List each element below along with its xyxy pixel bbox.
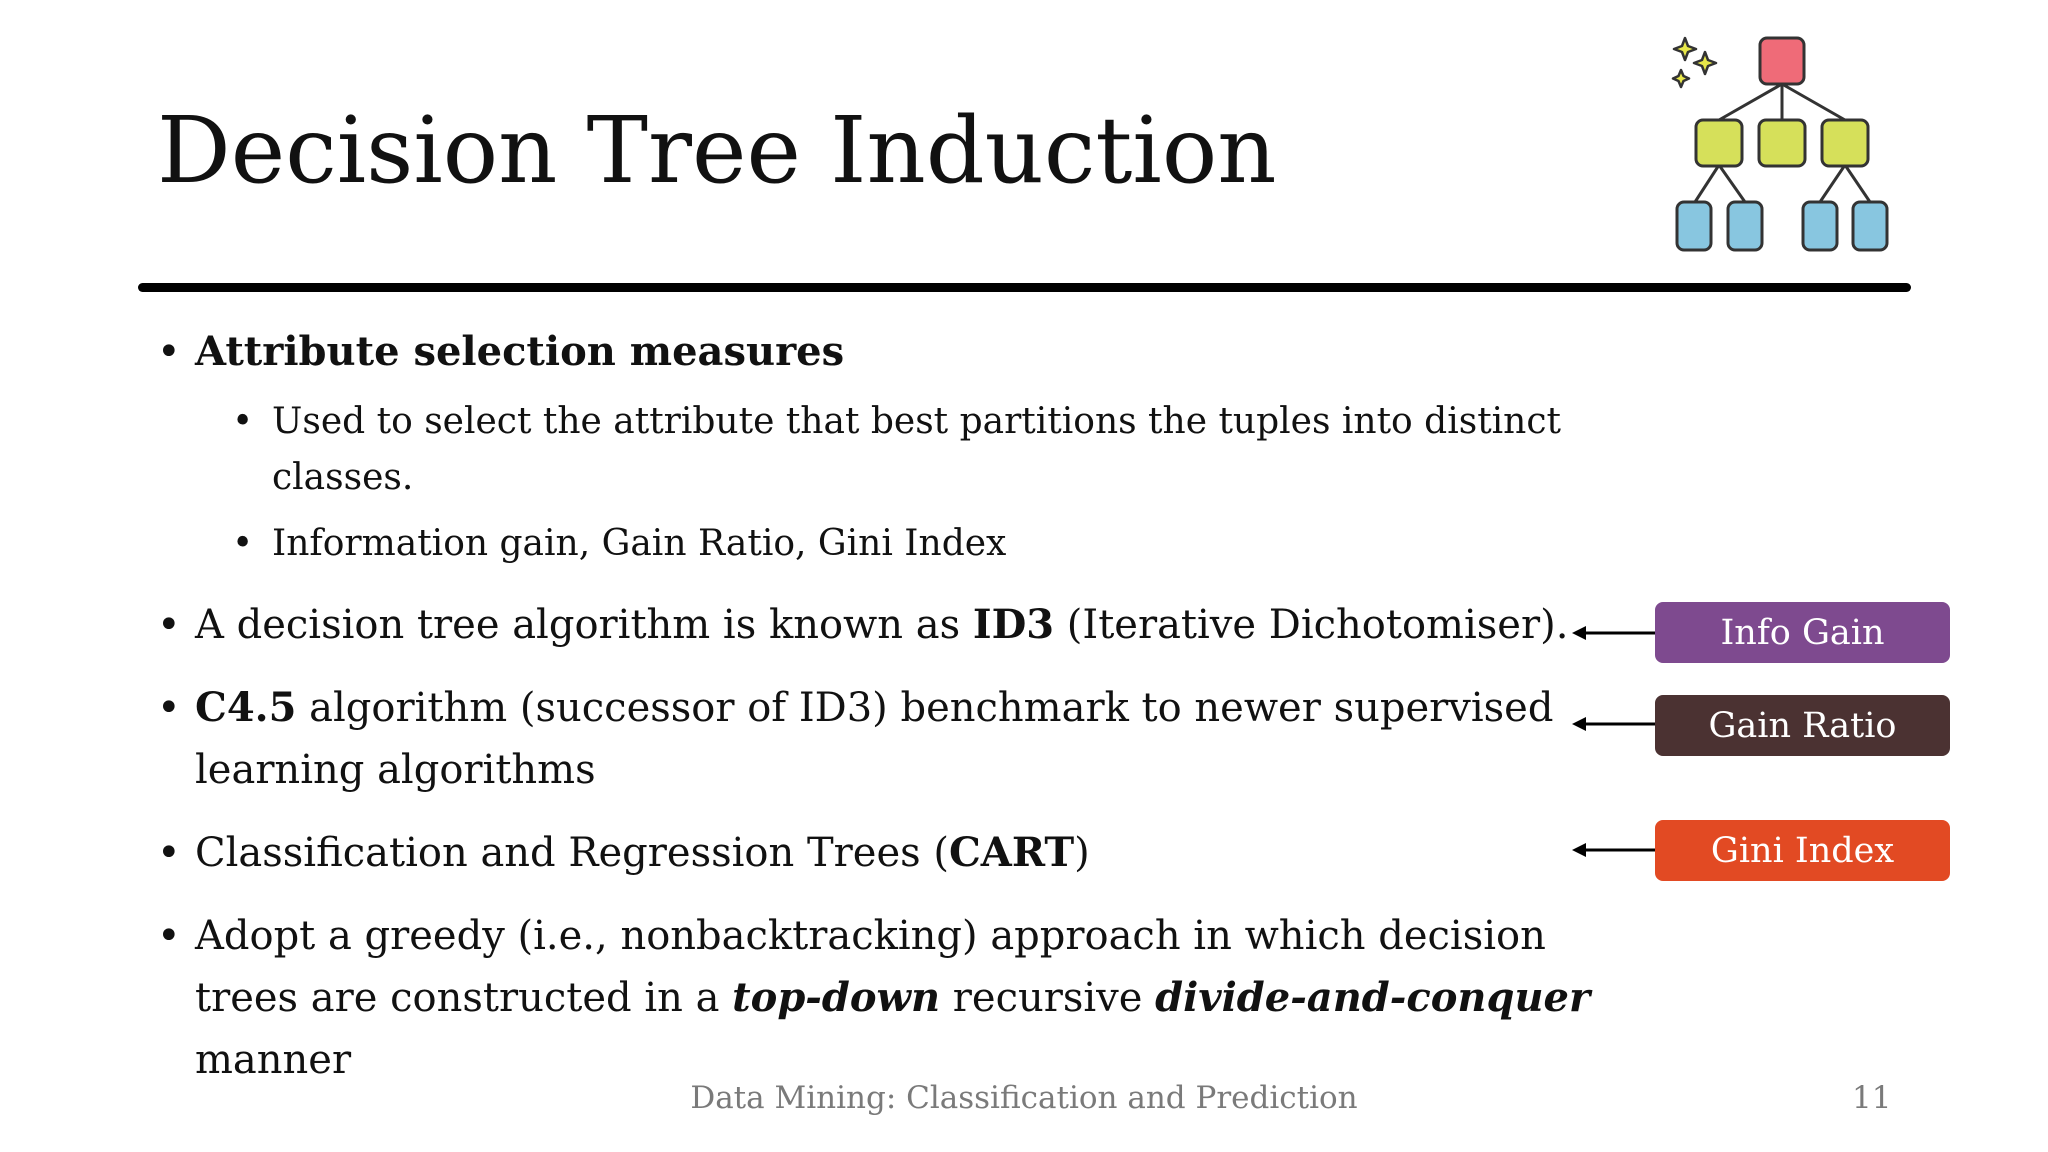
sub-bullet-text: Information gain, Gain Ratio, Gini Index: [272, 523, 1007, 564]
text-segment: recursive: [940, 975, 1156, 1021]
tag-info-gain: Info Gain: [1655, 602, 1950, 663]
footer-text: Data Mining: Classification and Prediction: [690, 1080, 1358, 1116]
emphasis-id3: ID3: [972, 601, 1055, 648]
emphasis-divide-and-conquer: divide-and-conquer: [1155, 974, 1591, 1021]
sub-bullet-text: Used to select the attribute that best partitions the tuples into distinct classes.: [272, 401, 1561, 498]
emphasis-top-down: top-down: [732, 974, 941, 1021]
text-segment: (Iterative Dichotomiser).: [1054, 602, 1569, 648]
emphasis-c45: C4.5: [195, 684, 297, 731]
slide: Decision Tree Induction • Attribute selection measures • Used to select the attribute that best partitions the tuples into distinct classes. • Information gain, Gain Ratio, Gini Index • A decision tree algorithm is known as ID3 (Iterative Dichotomiser). • C4.5 algorithm (successor of ID3) benchmark to newer supervised learning algorithms • Classification and Regression Trees (CART) • Adopt a greedy (i.e., nonbacktracking) approach in which decision trees are constructed in a top-down recursive divide-and-conquer manner Info Gain Gain Ratio Gini Index Data Mining: Classification and Prediction 11: [0, 0, 2048, 1152]
emphasis-cart: CART: [948, 829, 1075, 876]
text-segment: algorithm (successor of ID3) benchmark to newer supervised learning algorithms: [195, 685, 1554, 793]
bullet-text: Attribute selection measures: [195, 328, 845, 375]
tag-gain-ratio: Gain Ratio: [1655, 695, 1950, 756]
text-segment: Classification and Regression Trees (: [195, 830, 949, 876]
page-number: 11: [1852, 1080, 1892, 1116]
arrow-left-icon: [1572, 623, 1658, 643]
arrow-left-icon: [1572, 714, 1658, 734]
text-segment: A decision tree algorithm is known as: [195, 602, 973, 648]
slide-title: Decision Tree Induction: [157, 97, 1277, 204]
decision-tree-icon: [1665, 32, 1905, 262]
text-segment: manner: [195, 1037, 352, 1083]
arrow-left-icon: [1572, 840, 1658, 860]
text-segment: Adopt a greedy (i.e., nonbacktracking) approach in which decision trees are constructed in a: [195, 913, 1546, 1021]
title-divider: [138, 283, 1911, 292]
text-segment: ): [1074, 830, 1090, 876]
tag-gini-index: Gini Index: [1655, 820, 1950, 881]
